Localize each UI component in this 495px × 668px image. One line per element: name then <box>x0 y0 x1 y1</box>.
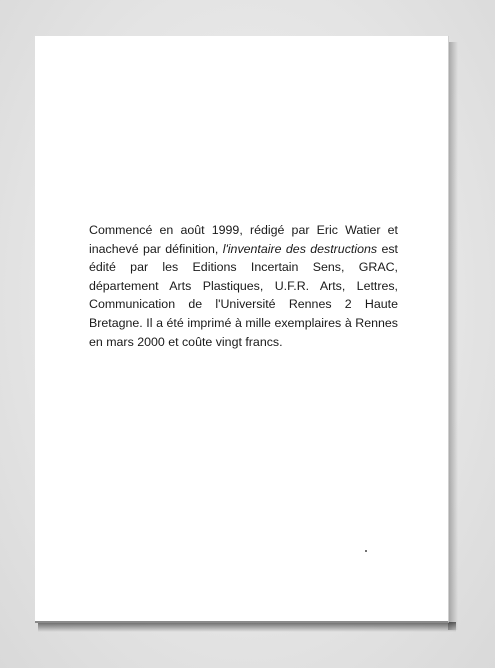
book-back-cover <box>35 36 449 623</box>
colophon-text-part1: Commencé en août 1999, rédigé par Eric Watier et inachevé par définition, <box>89 223 398 256</box>
cover-shadow-bottom <box>38 622 456 632</box>
colophon-text-part2: est édité par les Editions Incertain Sens, GRAC, département Arts Plastiques, U.F.R. Arts, Lettres, Communication de l'Université Rennes 2 Haute Bretagne. Il a été imprimé à mille exemplaires à Rennes en mars 2000 et coûte vingt francs. <box>89 241 398 349</box>
book-title: l'inventaire des destructions <box>222 241 378 256</box>
paper-speck <box>365 550 367 552</box>
colophon-text <box>89 221 398 351</box>
cover-shadow-right <box>448 42 458 630</box>
